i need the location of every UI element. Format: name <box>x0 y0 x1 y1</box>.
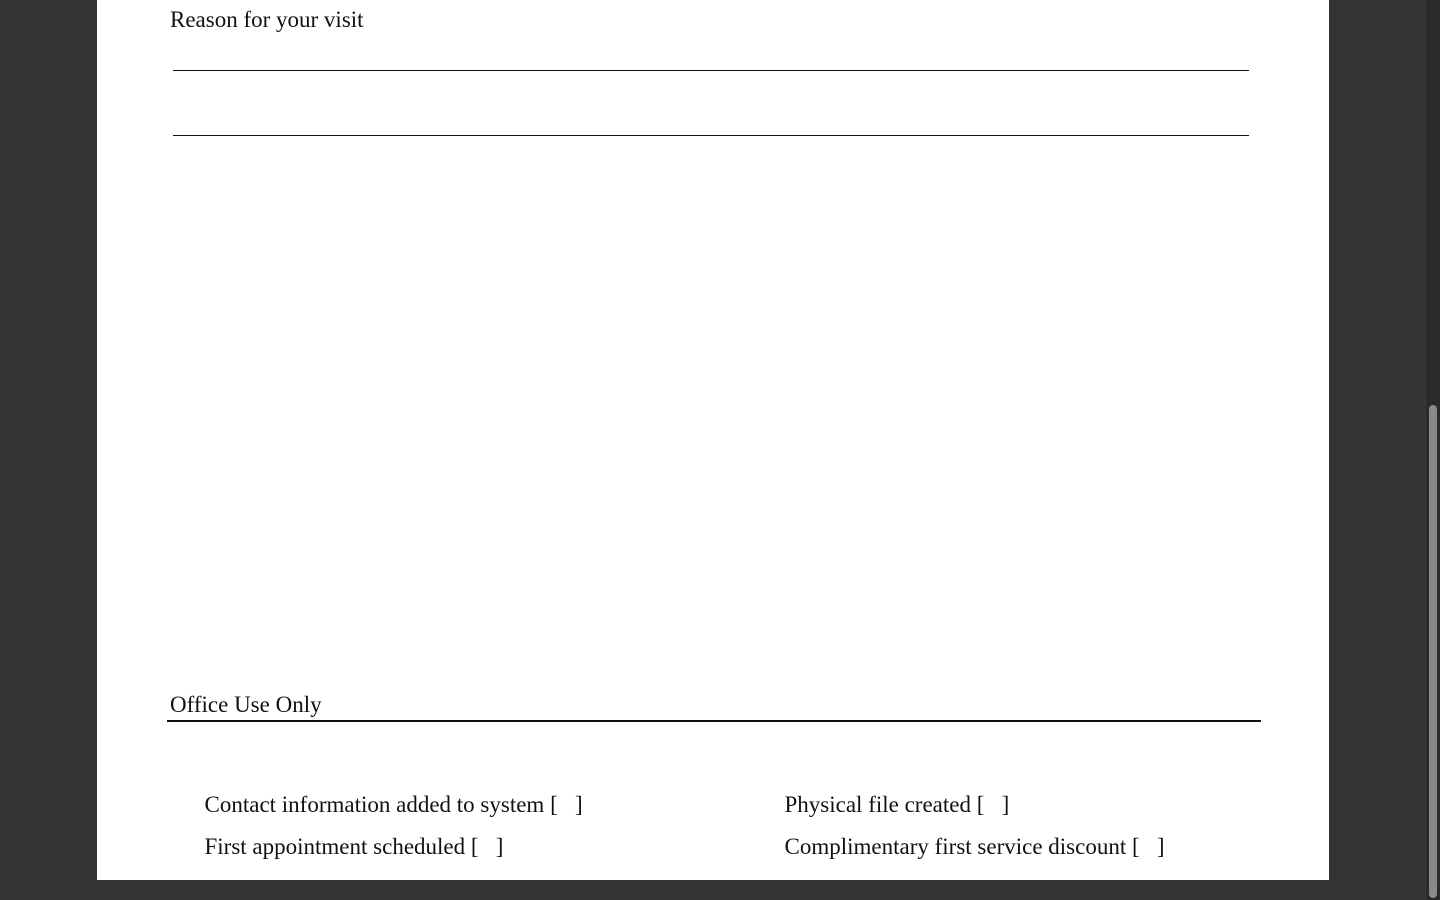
vertical-scrollbar[interactable] <box>1425 0 1440 900</box>
checkbox-contact-info[interactable]: [ ] <box>550 792 583 817</box>
office-item-label: Complimentary first service discount <box>784 834 1127 859</box>
office-use-divider <box>167 720 1261 722</box>
checkbox-first-appointment[interactable]: [ ] <box>470 834 504 859</box>
checkbox-physical-file[interactable]: [ ] <box>976 792 1010 817</box>
reason-answer-line-2[interactable] <box>173 135 1249 136</box>
reason-for-visit-label: Reason for your visit <box>170 7 364 32</box>
checkbox-discount[interactable]: [ ] <box>1131 834 1165 859</box>
office-item-label: Contact information added to system <box>204 792 545 817</box>
office-item-label: Physical file created <box>784 792 971 817</box>
office-item-discount <box>750 812 1165 881</box>
scrollbar-thumb[interactable] <box>1429 405 1437 898</box>
office-item-first-appointment <box>170 812 503 881</box>
reason-answer-line-1[interactable] <box>173 70 1249 71</box>
form-page <box>97 0 1329 880</box>
office-use-heading: Office Use Only <box>170 692 322 717</box>
office-item-label: First appointment scheduled <box>204 834 466 859</box>
